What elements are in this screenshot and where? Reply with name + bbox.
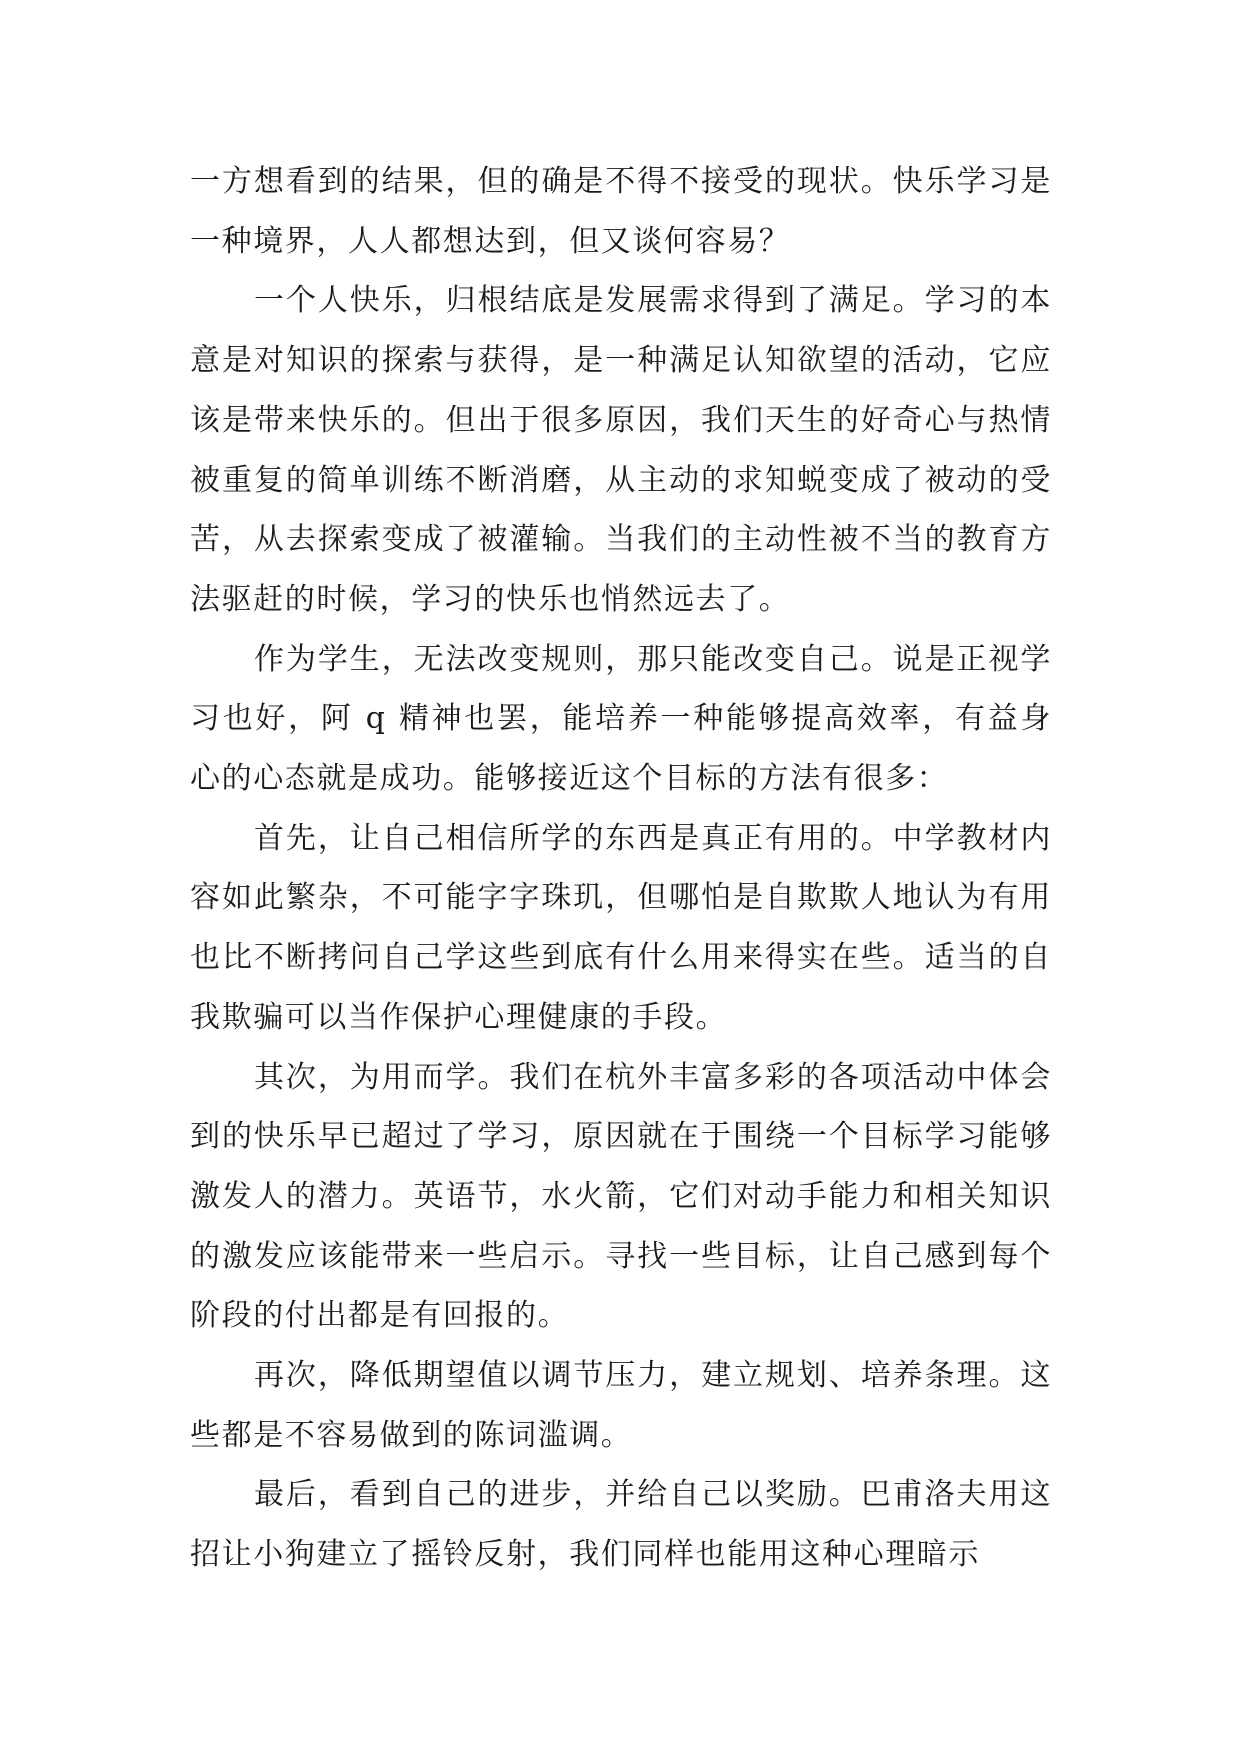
paragraph-5: 其次，为用而学。我们在杭外丰富多彩的各项活动中体会到的快乐早已超过了学习，原因就在于围绕一个目标学习能够激发人的潜力。英语节，水火箭，它们对动手能力和相关知识的激发应该能带来一些启示。寻找一些目标，让自己感到每个阶段的付出都是有回报的。 bbox=[190, 1059, 1052, 1334]
paragraph-6: 再次，降低期望值以调节压力，建立规划、培养条理。这些都是不容易做到的陈词滥调。 bbox=[190, 1358, 1052, 1453]
document-body bbox=[190, 152, 1052, 1585]
paragraph-4: 首先，让自己相信所学的东西是真正有用的。中学教材内容如此繁杂，不可能字字珠玑，但哪怕是自欺欺人地认为有用也比不断拷问自己学这些到底有什么用来得实在些。适当的自我欺骗可以当作保护心理健康的手段。 bbox=[190, 820, 1052, 1035]
paragraph-7: 最后，看到自己的进步，并给自己以奖励。巴甫洛夫用这招让小狗建立了摇铃反射，我们同样也能用这种心理暗示 bbox=[190, 1477, 1052, 1573]
paragraph-2: 一个人快乐，归根结底是发展需求得到了满足。学习的本意是对知识的探索与获得，是一种满足认知欲望的活动，它应该是带来快乐的。但出于很多原因，我们天生的好奇心与热情被重复的简单训练不断消磨，从主动的求知蜕变成了被动的受苦，从去探索变成了被灌输。当我们的主动性被不当的教育方法驱赶的时候，学习的快乐也悄然远去了。 bbox=[190, 283, 1052, 617]
paragraph-3: 作为学生，无法改变规则，那只能改变自己。说是正视学习也好，阿 q 精神也罢，能培养一种能够提高效率，有益身心的心态就是成功。能够接近这个目标的方法有很多： bbox=[190, 641, 1052, 797]
paragraph-1: 一方想看到的结果，但的确是不得不接受的现状。快乐学习是一种境界，人人都想达到，但又谈何容易？ bbox=[190, 164, 1052, 259]
